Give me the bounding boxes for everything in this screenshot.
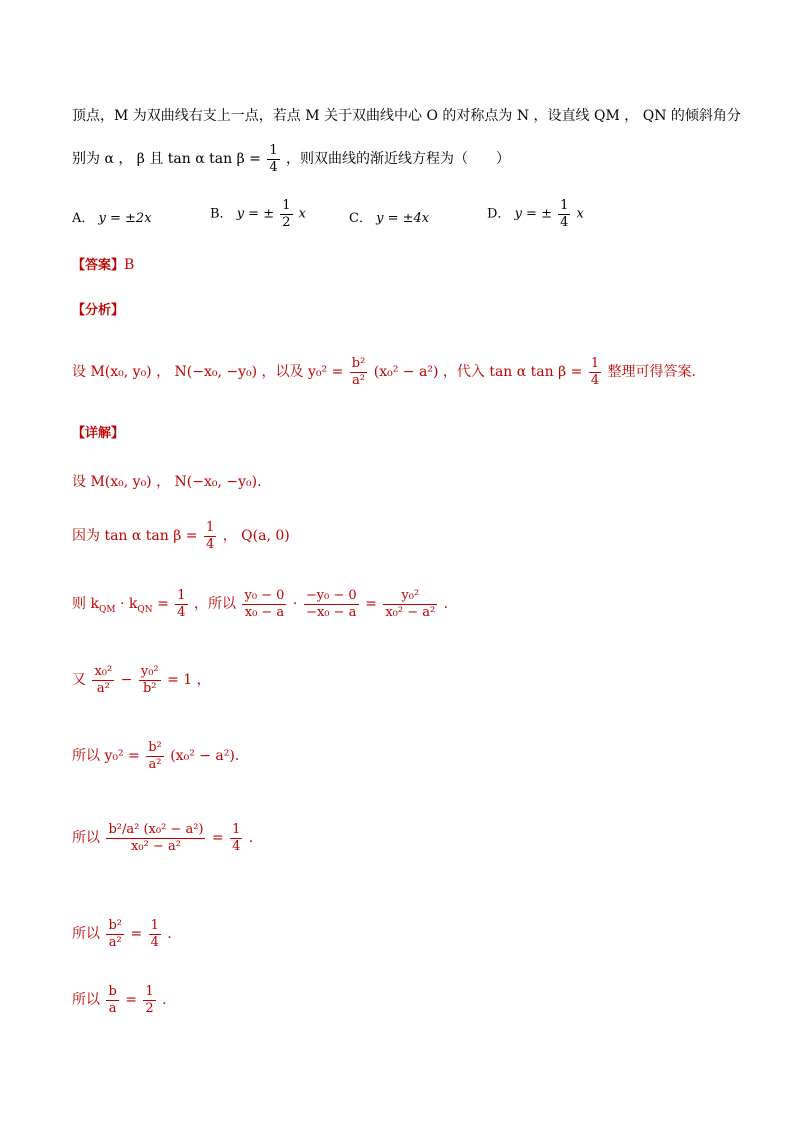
fraction-denominator: b²	[142, 680, 157, 696]
analysis-fraction-2	[589, 356, 601, 388]
detail-line-6-text-a: 所以	[72, 830, 100, 847]
fraction-numerator: y₀²	[383, 588, 437, 605]
option-a-expr: y = ±2x	[98, 211, 152, 226]
fraction-numerator: b²	[351, 356, 366, 371]
option-d-expr-pre: y = ±	[514, 206, 552, 222]
option-d	[487, 198, 584, 230]
fraction-denominator: 4	[205, 536, 215, 552]
fraction-numerator: b²	[108, 918, 122, 933]
option-d-fraction	[558, 198, 570, 230]
detail-line-6	[72, 822, 263, 854]
fraction-numerator: 1	[282, 198, 291, 213]
detail-line-4-minus: −	[120, 672, 133, 689]
detail-line-3-text-b: ，所以	[194, 596, 237, 613]
detail-line-2-text-b: ， Q(a, 0)	[222, 528, 290, 545]
slope-subscript-qn: QN	[137, 604, 153, 615]
detail-line-7-fraction-1	[106, 918, 124, 950]
detail-tag-line	[72, 426, 124, 440]
detail-line-3-fraction-2	[242, 588, 286, 620]
option-b-fraction	[280, 198, 292, 230]
fraction-numerator: b²/a² (x₀² − a²)	[108, 822, 204, 837]
fraction-denominator: a²	[96, 680, 110, 696]
detail-line-3-fraction-3	[304, 588, 359, 620]
detail-line-3-eq-2: =	[365, 596, 377, 613]
detail-line-2-fraction	[204, 520, 216, 552]
fraction-denominator: x₀² − a²	[131, 838, 181, 854]
detail-line-7-fraction-2	[149, 918, 161, 950]
fraction-numerator: 1	[269, 143, 278, 158]
detail-line-8-text-a: 所以	[72, 992, 100, 1009]
detail-line-5-text-a: 所以 y₀² =	[72, 748, 140, 765]
detail-tag: 【详解】	[72, 426, 125, 441]
fraction-numerator: x₀²	[94, 664, 113, 679]
fraction-numerator: b	[108, 984, 117, 999]
detail-line-1: 设 M(x₀, y₀) ， N(−x₀, −y₀)．	[72, 474, 272, 490]
detail-line-8-fraction-2	[143, 984, 155, 1016]
analysis-tag-line	[72, 303, 124, 317]
problem-line-2-text-a: 别为 α ， β 且 tan α tan β =	[72, 151, 261, 168]
option-d-expr-post: x	[576, 206, 584, 222]
fraction-numerator: y₀ − 0	[244, 588, 285, 603]
analysis-fraction	[350, 356, 368, 388]
fraction-numerator: 1	[560, 198, 569, 213]
analysis-line	[72, 356, 706, 388]
detail-line-6-fraction-1	[106, 822, 205, 854]
detail-line-6-end: ．	[248, 830, 263, 847]
fraction-denominator: a²	[148, 756, 162, 772]
detail-line-8	[72, 984, 176, 1016]
option-c-expr: y = ±4x	[376, 211, 430, 226]
fraction-denominator: 2	[282, 214, 291, 230]
fraction-denominator: x₀² − a²	[385, 604, 436, 620]
option-b-expr-post: x	[298, 206, 307, 222]
fraction-denominator: 4	[560, 214, 569, 230]
fraction-numerator: 1	[205, 520, 215, 535]
fraction-denominator: 4	[590, 372, 600, 388]
fraction-denominator: a²	[108, 934, 122, 950]
fraction-numerator: b²	[148, 740, 162, 755]
detail-line-8-fraction-1	[106, 984, 118, 1016]
fraction-denominator: x₀ − a	[244, 604, 285, 620]
option-a-label: A．	[72, 211, 95, 226]
fraction-numerator: 1	[232, 822, 241, 837]
problem-line-2-text-b: ，则双曲线的渐近线方程为（ ）	[286, 151, 511, 168]
detail-line-3-fraction-4	[383, 588, 437, 620]
problem-line-2	[72, 143, 510, 175]
answer-tag: 【答案】	[72, 258, 125, 273]
answer-line	[72, 258, 134, 272]
analysis-text-a: 设 M(x₀, y₀) ， N(−x₀, −y₀) ，以及 y₀² =	[72, 364, 344, 381]
detail-line-3-fraction-1	[175, 588, 187, 620]
problem-line-1: 顶点，M 为双曲线右支上一点，若点 M 关于双曲线中心 O 的对称点为 N ，设直线 QM ， QN 的倾斜角分	[72, 108, 741, 124]
fraction-denominator: 4	[150, 934, 159, 950]
detail-line-2-text-a: 因为 tan α tan β =	[72, 528, 198, 545]
detail-line-4	[72, 664, 211, 696]
detail-line-4-text-a: 又	[72, 672, 86, 689]
fraction-denominator: a	[108, 1000, 117, 1016]
detail-line-7-text-a: 所以	[72, 926, 100, 943]
detail-line-5-text-b: (x₀² − a²)．	[170, 748, 249, 765]
problem-fraction	[267, 143, 279, 175]
detail-line-6-eq: =	[211, 830, 224, 847]
fraction-numerator: 1	[177, 588, 186, 603]
fraction-numerator: 1	[145, 984, 154, 999]
detail-line-8-eq: =	[125, 992, 137, 1009]
detail-line-7	[72, 918, 181, 950]
option-c-label: C．	[349, 211, 372, 226]
fraction-denominator: −x₀ − a	[306, 604, 357, 620]
fraction-denominator: 4	[269, 159, 278, 175]
fraction-numerator: y₀²	[140, 664, 159, 679]
detail-line-8-end: ．	[162, 992, 177, 1009]
fraction-numerator: 1	[150, 918, 159, 933]
detail-line-7-eq: =	[130, 926, 143, 943]
detail-line-4-fraction-2	[139, 664, 161, 696]
slope-subscript-qm: QM	[98, 604, 116, 615]
fraction-denominator: a²	[352, 372, 366, 388]
detail-line-3-end: ．	[443, 596, 458, 613]
option-b-expr-pre: y = ±	[236, 206, 275, 222]
fraction-denominator: 4	[177, 604, 186, 620]
detail-line-3-mid: · k	[115, 596, 138, 613]
option-a	[72, 207, 152, 226]
fraction-denominator: 4	[232, 838, 241, 854]
fraction-numerator: 1	[590, 356, 600, 371]
detail-line-6-fraction-2	[230, 822, 242, 854]
option-b-label: B．	[210, 206, 233, 222]
analysis-text-c: 整理可得答案．	[607, 364, 706, 381]
detail-line-5	[72, 740, 249, 772]
answer-value: B	[124, 257, 135, 273]
fraction-denominator: 2	[145, 1000, 154, 1016]
fraction-numerator: −y₀ − 0	[305, 588, 357, 603]
detail-line-5-fraction	[146, 740, 164, 772]
detail-line-3-text-a: 则 k	[72, 596, 99, 613]
option-c	[349, 207, 429, 226]
detail-line-7-end: ．	[167, 926, 182, 943]
detail-line-4-fraction-1	[92, 664, 114, 696]
option-d-label: D．	[487, 206, 511, 222]
detail-line-4-text-b: = 1 ，	[167, 672, 211, 689]
detail-line-2	[72, 520, 290, 552]
detail-line-3	[72, 588, 458, 620]
detail-line-3-eq: =	[152, 596, 169, 613]
detail-line-3-dot: ·	[292, 596, 298, 613]
analysis-tag: 【分析】	[72, 303, 125, 318]
option-b	[210, 198, 306, 230]
analysis-text-b: (x₀² − a²) ，代入 tan α tan β =	[373, 364, 583, 381]
